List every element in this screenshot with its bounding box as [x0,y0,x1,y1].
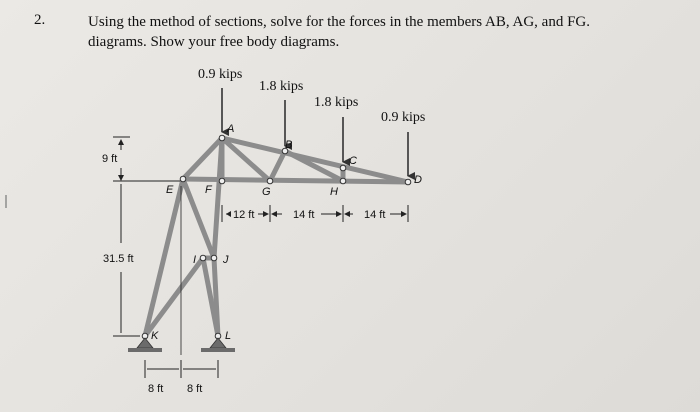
node-label-F: F [205,184,212,196]
joint-G [267,178,273,184]
dim-label-span-2: 14 ft [293,209,315,221]
support-K-ground [128,348,162,352]
joint-D [405,179,411,185]
node-label-I: I [193,254,197,266]
support-L-triangle-icon [210,338,226,348]
joint-I [200,255,206,261]
node-label-J: J [223,254,229,266]
member-EA [183,138,222,179]
dim-span1-left-arrowhead-icon [226,211,231,217]
joint-H [340,178,346,184]
problem-number: 2. [34,12,46,28]
load-label-C: 1.8 kips [314,95,359,110]
node-label-G: G [262,186,271,198]
dim-label-span-3: 14 ft [364,209,386,221]
joint-A [219,135,225,141]
load-label-B: 1.8 kips [259,79,304,94]
node-label-C: C [349,155,357,167]
dim-label-base-right: 8 ft [187,383,203,395]
node-labels [151,123,422,342]
node-label-K: K [151,330,159,342]
load-label-A: 0.9 kips [198,67,243,82]
joint-C [340,165,346,171]
node-label-D: D [414,174,422,186]
dim-label-base-left: 8 ft [148,383,164,395]
node-label-H: H [330,186,338,198]
support-L-ground [201,348,235,352]
joint-J [211,255,217,261]
statement-line-1: Using the method of sections, solve for the forces in the members AB, AG, and FG. [88,14,591,30]
member-BG [270,151,285,181]
node-label-B: B [285,139,293,151]
node-label-L: L [225,330,232,342]
load-label-D: 0.9 kips [381,110,426,125]
statement-line-2: diagrams. Show your free body diagrams. [88,34,340,50]
node-label-A: A [227,123,235,135]
dim-label-span-1: 12 ft [233,209,255,221]
joint-F [219,178,225,184]
node-label-E: E [166,184,174,196]
truss-members [145,138,408,336]
dim-label-9ft: 9 ft [102,153,118,165]
dim-label-31-5ft: 31.5 ft [103,253,134,265]
joint-E [180,176,186,182]
